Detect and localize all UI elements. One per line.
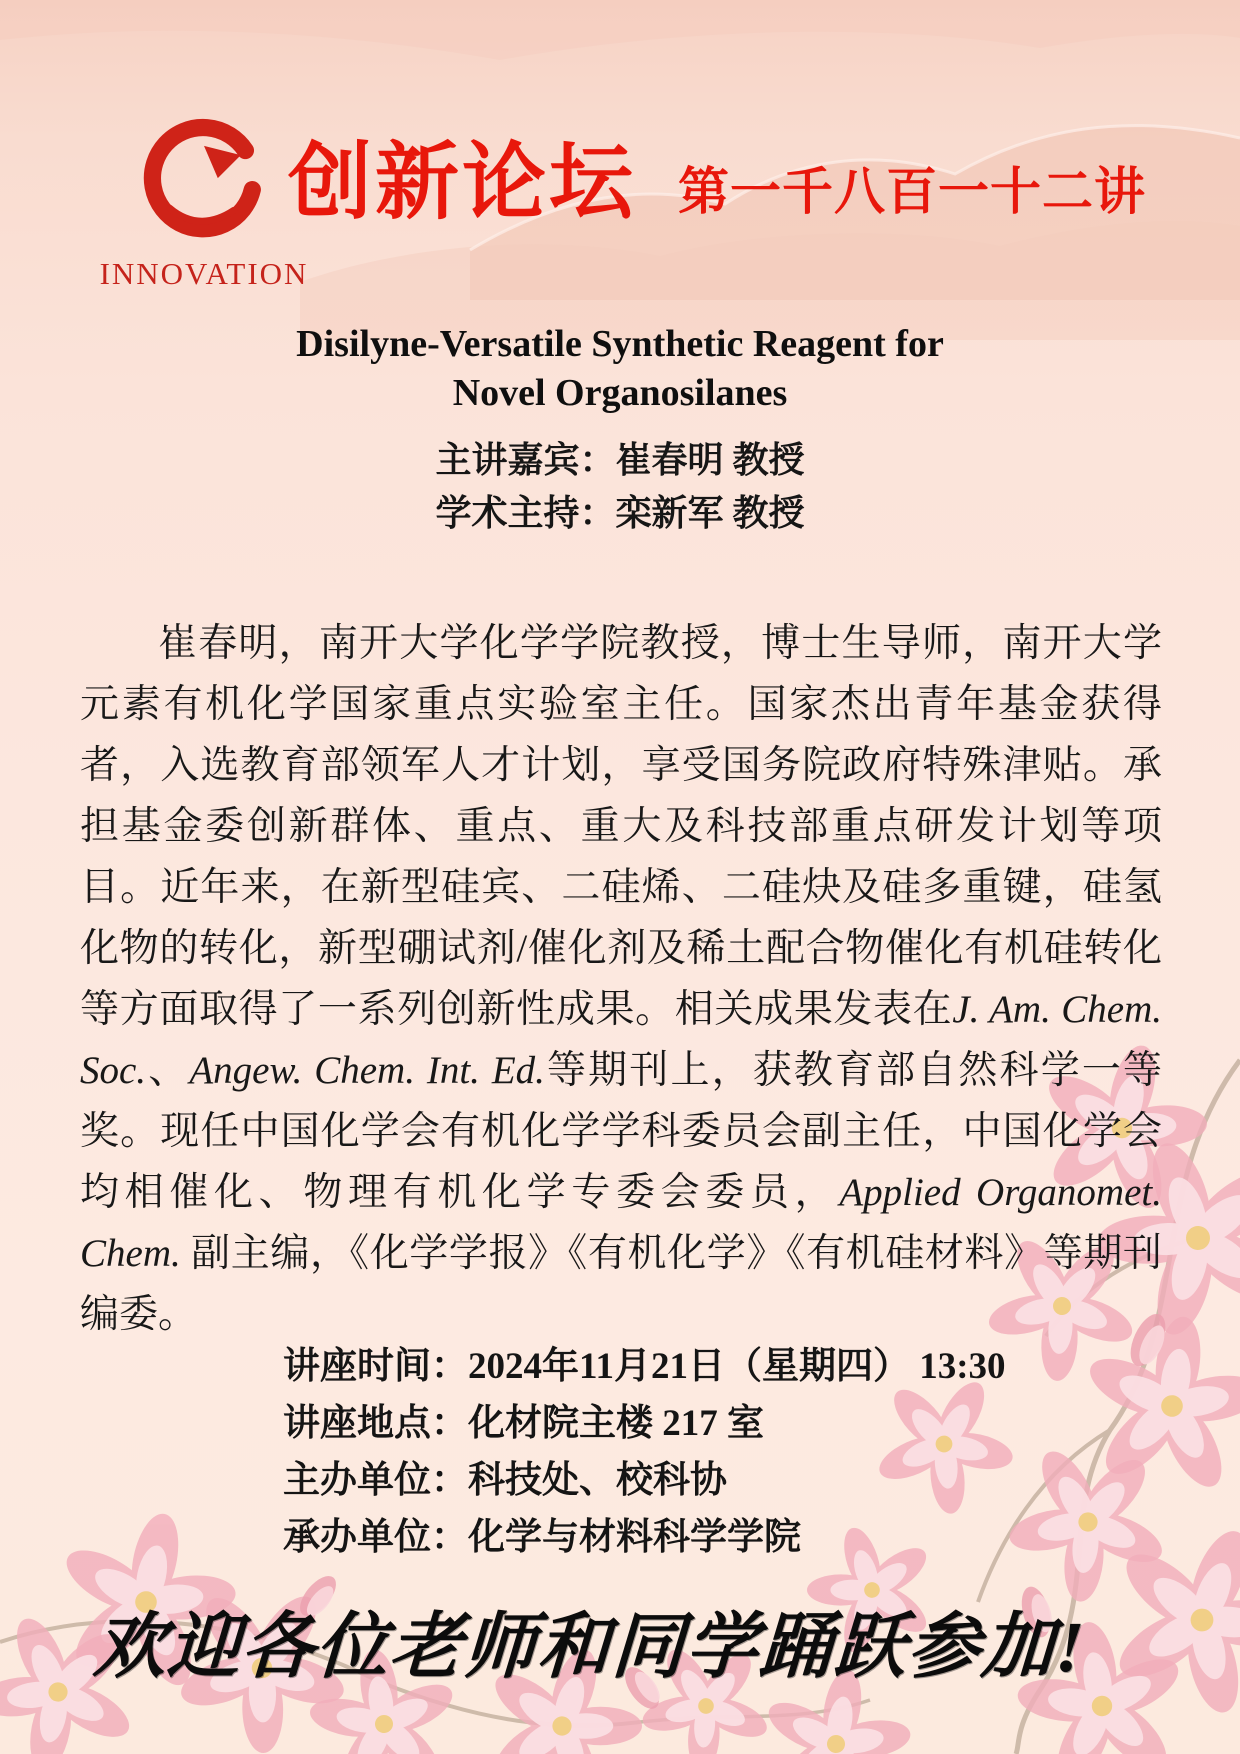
detail-value: 2024年11月21日（星期四） 13:30	[468, 1346, 1006, 1387]
bio-paragraph: 崔春明，南开大学化学学院教授，博士生导师，南开大学元素有机化学国家重点实验室主任。国家杰出青年基金获得者，入选教育部领军人才计划，享受国务院政府特殊津贴。承担基金委创新群体、重点、重大及科技部重点研发计划等项目。近年来，在新型硅宾、二硅烯、二硅炔及硅多重键，硅氢化物的转化，新型硼试剂/催化剂及稀土配合物催化有机硅转化等方面取得了一系列创新性成果。相关成果发表在J. Am. Chem. Soc.、Angew. Chem. Int. Ed.等期刊上，获教育部自然科学一等奖。现任中国化学会有机化学学科委员会副主任，中国化学会均相催化、物理有机化学专委会委员，Applied Organomet. Chem. 副主编，《化学学报》《有机化学》《有机硅材料》等期刊编委。	[80, 622, 1162, 1336]
details-list	[283, 1338, 1006, 1566]
detail-value: 科技处、校科协	[468, 1460, 727, 1501]
detail-value: 化学与材料科学学院	[468, 1517, 801, 1558]
detail-label: 承办单位：	[283, 1517, 468, 1558]
logo-block	[96, 116, 312, 292]
detail-row-time	[283, 1338, 1006, 1395]
detail-row-organizer	[283, 1452, 1006, 1509]
forum-title: 创新论坛	[288, 135, 637, 229]
detail-label: 主办单位：	[283, 1460, 468, 1501]
talk-title-line1: Disilyne-Versatile Synthetic Reagent for	[296, 323, 944, 365]
detail-row-location	[283, 1395, 1006, 1452]
logo-wordmark: INNOVATION	[99, 256, 309, 291]
innovation-logo-icon	[135, 116, 273, 254]
lecture-number: 第一千八百一十二讲	[678, 163, 1147, 220]
header-title-row	[288, 130, 1200, 234]
detail-value: 化材院主楼 217 室	[468, 1403, 764, 1444]
detail-label: 讲座时间：	[283, 1346, 468, 1387]
speakers-block	[0, 434, 1240, 540]
detail-row-host-unit	[283, 1509, 1006, 1566]
speaker-line: 主讲嘉宾：崔春明 教授	[435, 440, 805, 480]
talk-title-line2: Novel Organosilanes	[452, 372, 788, 414]
detail-label: 讲座地点：	[283, 1403, 468, 1444]
talk-title	[0, 320, 1240, 418]
host-line: 学术主持：栾新军 教授	[435, 493, 805, 533]
welcome-banner: 欢迎各位老师和同学踊跃参加!	[91, 1607, 1088, 1687]
